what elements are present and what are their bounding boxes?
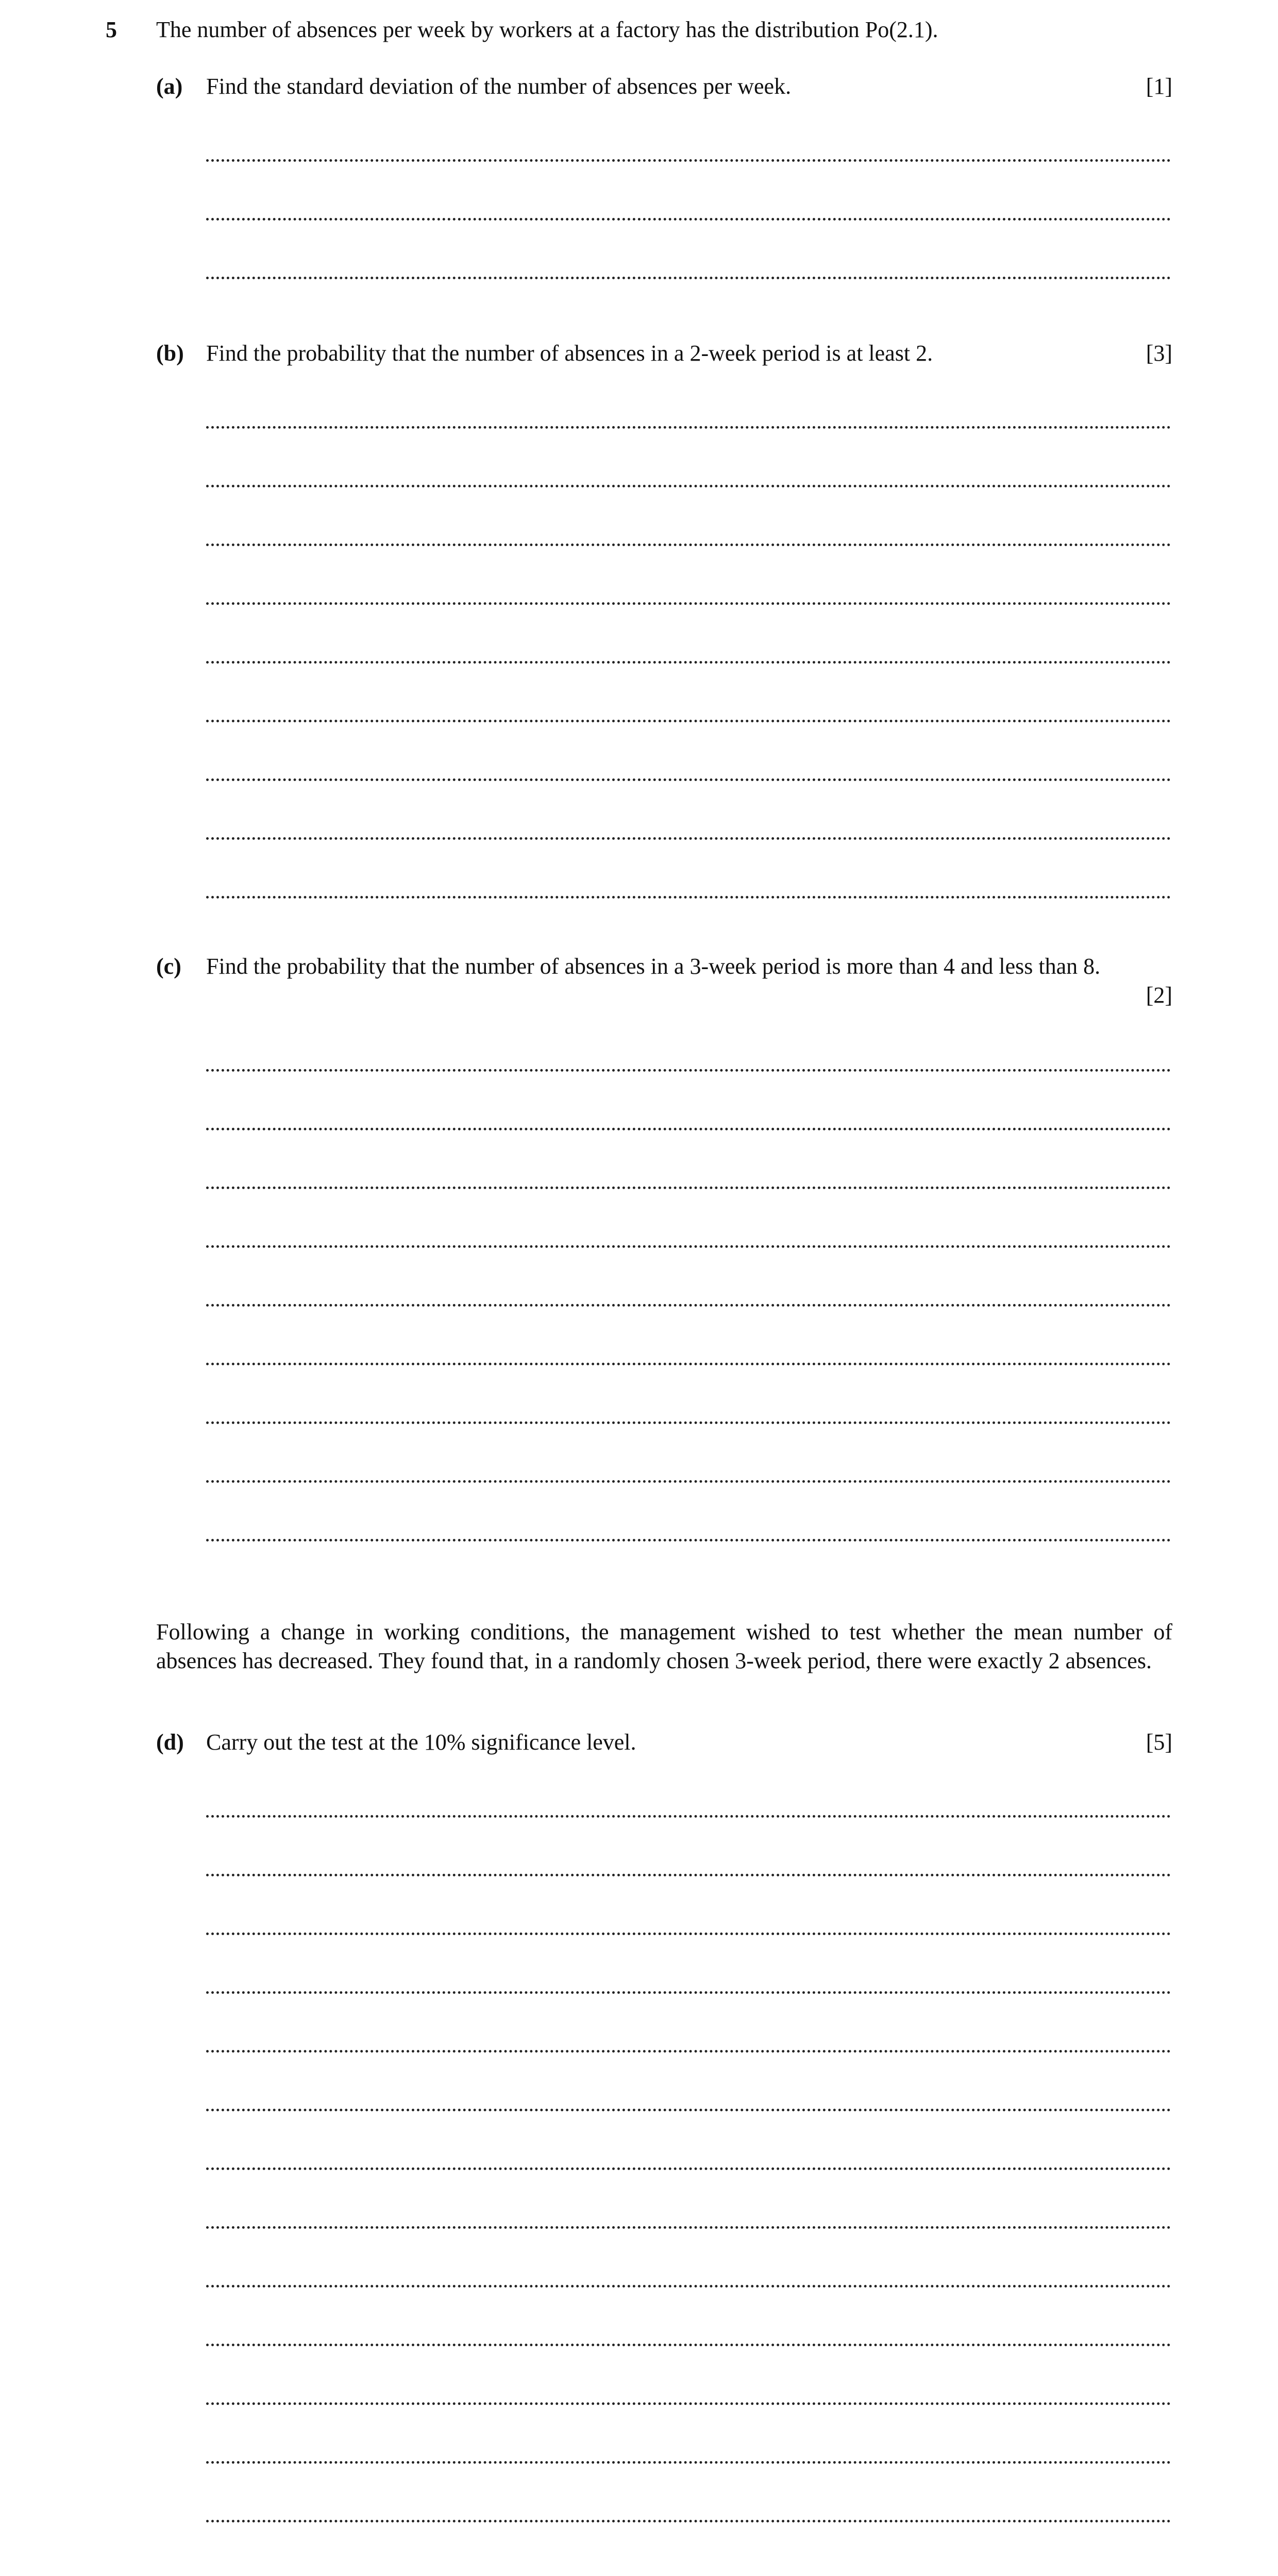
answer-line[interactable] <box>206 840 1171 899</box>
answer-line[interactable] <box>206 1365 1171 1424</box>
answer-line[interactable] <box>206 546 1171 605</box>
answer-line[interactable] <box>206 487 1171 546</box>
answer-line[interactable] <box>206 1483 1171 1541</box>
answer-line[interactable] <box>206 370 1171 429</box>
part-a-label: (a) <box>156 74 183 99</box>
answer-line[interactable] <box>206 2170 1171 2229</box>
answer-line[interactable] <box>206 1130 1171 1189</box>
part-c-answer-area[interactable] <box>206 1013 1171 1541</box>
answer-line[interactable] <box>206 1994 1171 2053</box>
answer-line[interactable] <box>206 221 1171 279</box>
answer-line[interactable] <box>206 2405 1171 2464</box>
answer-line[interactable] <box>206 1818 1171 1876</box>
answer-line[interactable] <box>206 781 1171 840</box>
part-d-marks: [5] <box>1146 1730 1172 1755</box>
answer-line[interactable] <box>206 2111 1171 2170</box>
part-b-answer-area[interactable] <box>206 370 1171 899</box>
part-a-marks: [1] <box>1146 74 1172 99</box>
question-number: 5 <box>106 17 117 42</box>
part-d-label: (d) <box>156 1730 184 1755</box>
part-b-label: (b) <box>156 341 184 366</box>
answer-line[interactable] <box>206 103 1171 162</box>
answer-line[interactable] <box>206 2522 1171 2576</box>
part-d-answer-area[interactable] <box>206 1759 1171 2576</box>
part-c-marks: [2] <box>1146 982 1172 1008</box>
answer-line[interactable] <box>206 429 1171 487</box>
answer-line[interactable] <box>206 162 1171 221</box>
answer-line[interactable] <box>206 664 1171 722</box>
answer-line[interactable] <box>206 1876 1171 1935</box>
answer-line[interactable] <box>206 2053 1171 2111</box>
part-c-text: Find the probability that the number of absences in a 3-week period is more than 4 and less than 8. <box>206 954 1101 979</box>
part-a-answer-area[interactable] <box>206 103 1171 279</box>
answer-line[interactable] <box>206 722 1171 781</box>
part-b-marks: [3] <box>1146 341 1172 366</box>
part-b-text: Find the probability that the number of absences in a 2-week period is at least 2. <box>206 341 933 366</box>
answer-line[interactable] <box>206 1759 1171 1818</box>
answer-line[interactable] <box>206 1307 1171 1365</box>
answer-line[interactable] <box>206 1013 1171 1072</box>
question-stem: The number of absences per week by workers at a factory has the distribution Po(2.1). <box>156 17 938 42</box>
test-context-paragraph: Following a change in working conditions, the management wished to test whether the mean number of absences has decreased. They found that, in a randomly chosen 3-week period, there were exactly 2 absences. <box>156 1619 1172 1673</box>
answer-line[interactable] <box>206 1072 1171 1130</box>
answer-line[interactable] <box>206 605 1171 664</box>
answer-line[interactable] <box>206 2346 1171 2405</box>
answer-line[interactable] <box>206 2229 1171 2287</box>
part-c-label: (c) <box>156 954 181 979</box>
part-d-text: Carry out the test at the 10% significance level. <box>206 1730 636 1755</box>
part-a-text: Find the standard deviation of the number of absences per week. <box>206 74 792 99</box>
answer-line[interactable] <box>206 1424 1171 1483</box>
answer-line[interactable] <box>206 1935 1171 1994</box>
answer-line[interactable] <box>206 2464 1171 2522</box>
answer-line[interactable] <box>206 1189 1171 1248</box>
answer-line[interactable] <box>206 1248 1171 1307</box>
answer-line[interactable] <box>206 2287 1171 2346</box>
